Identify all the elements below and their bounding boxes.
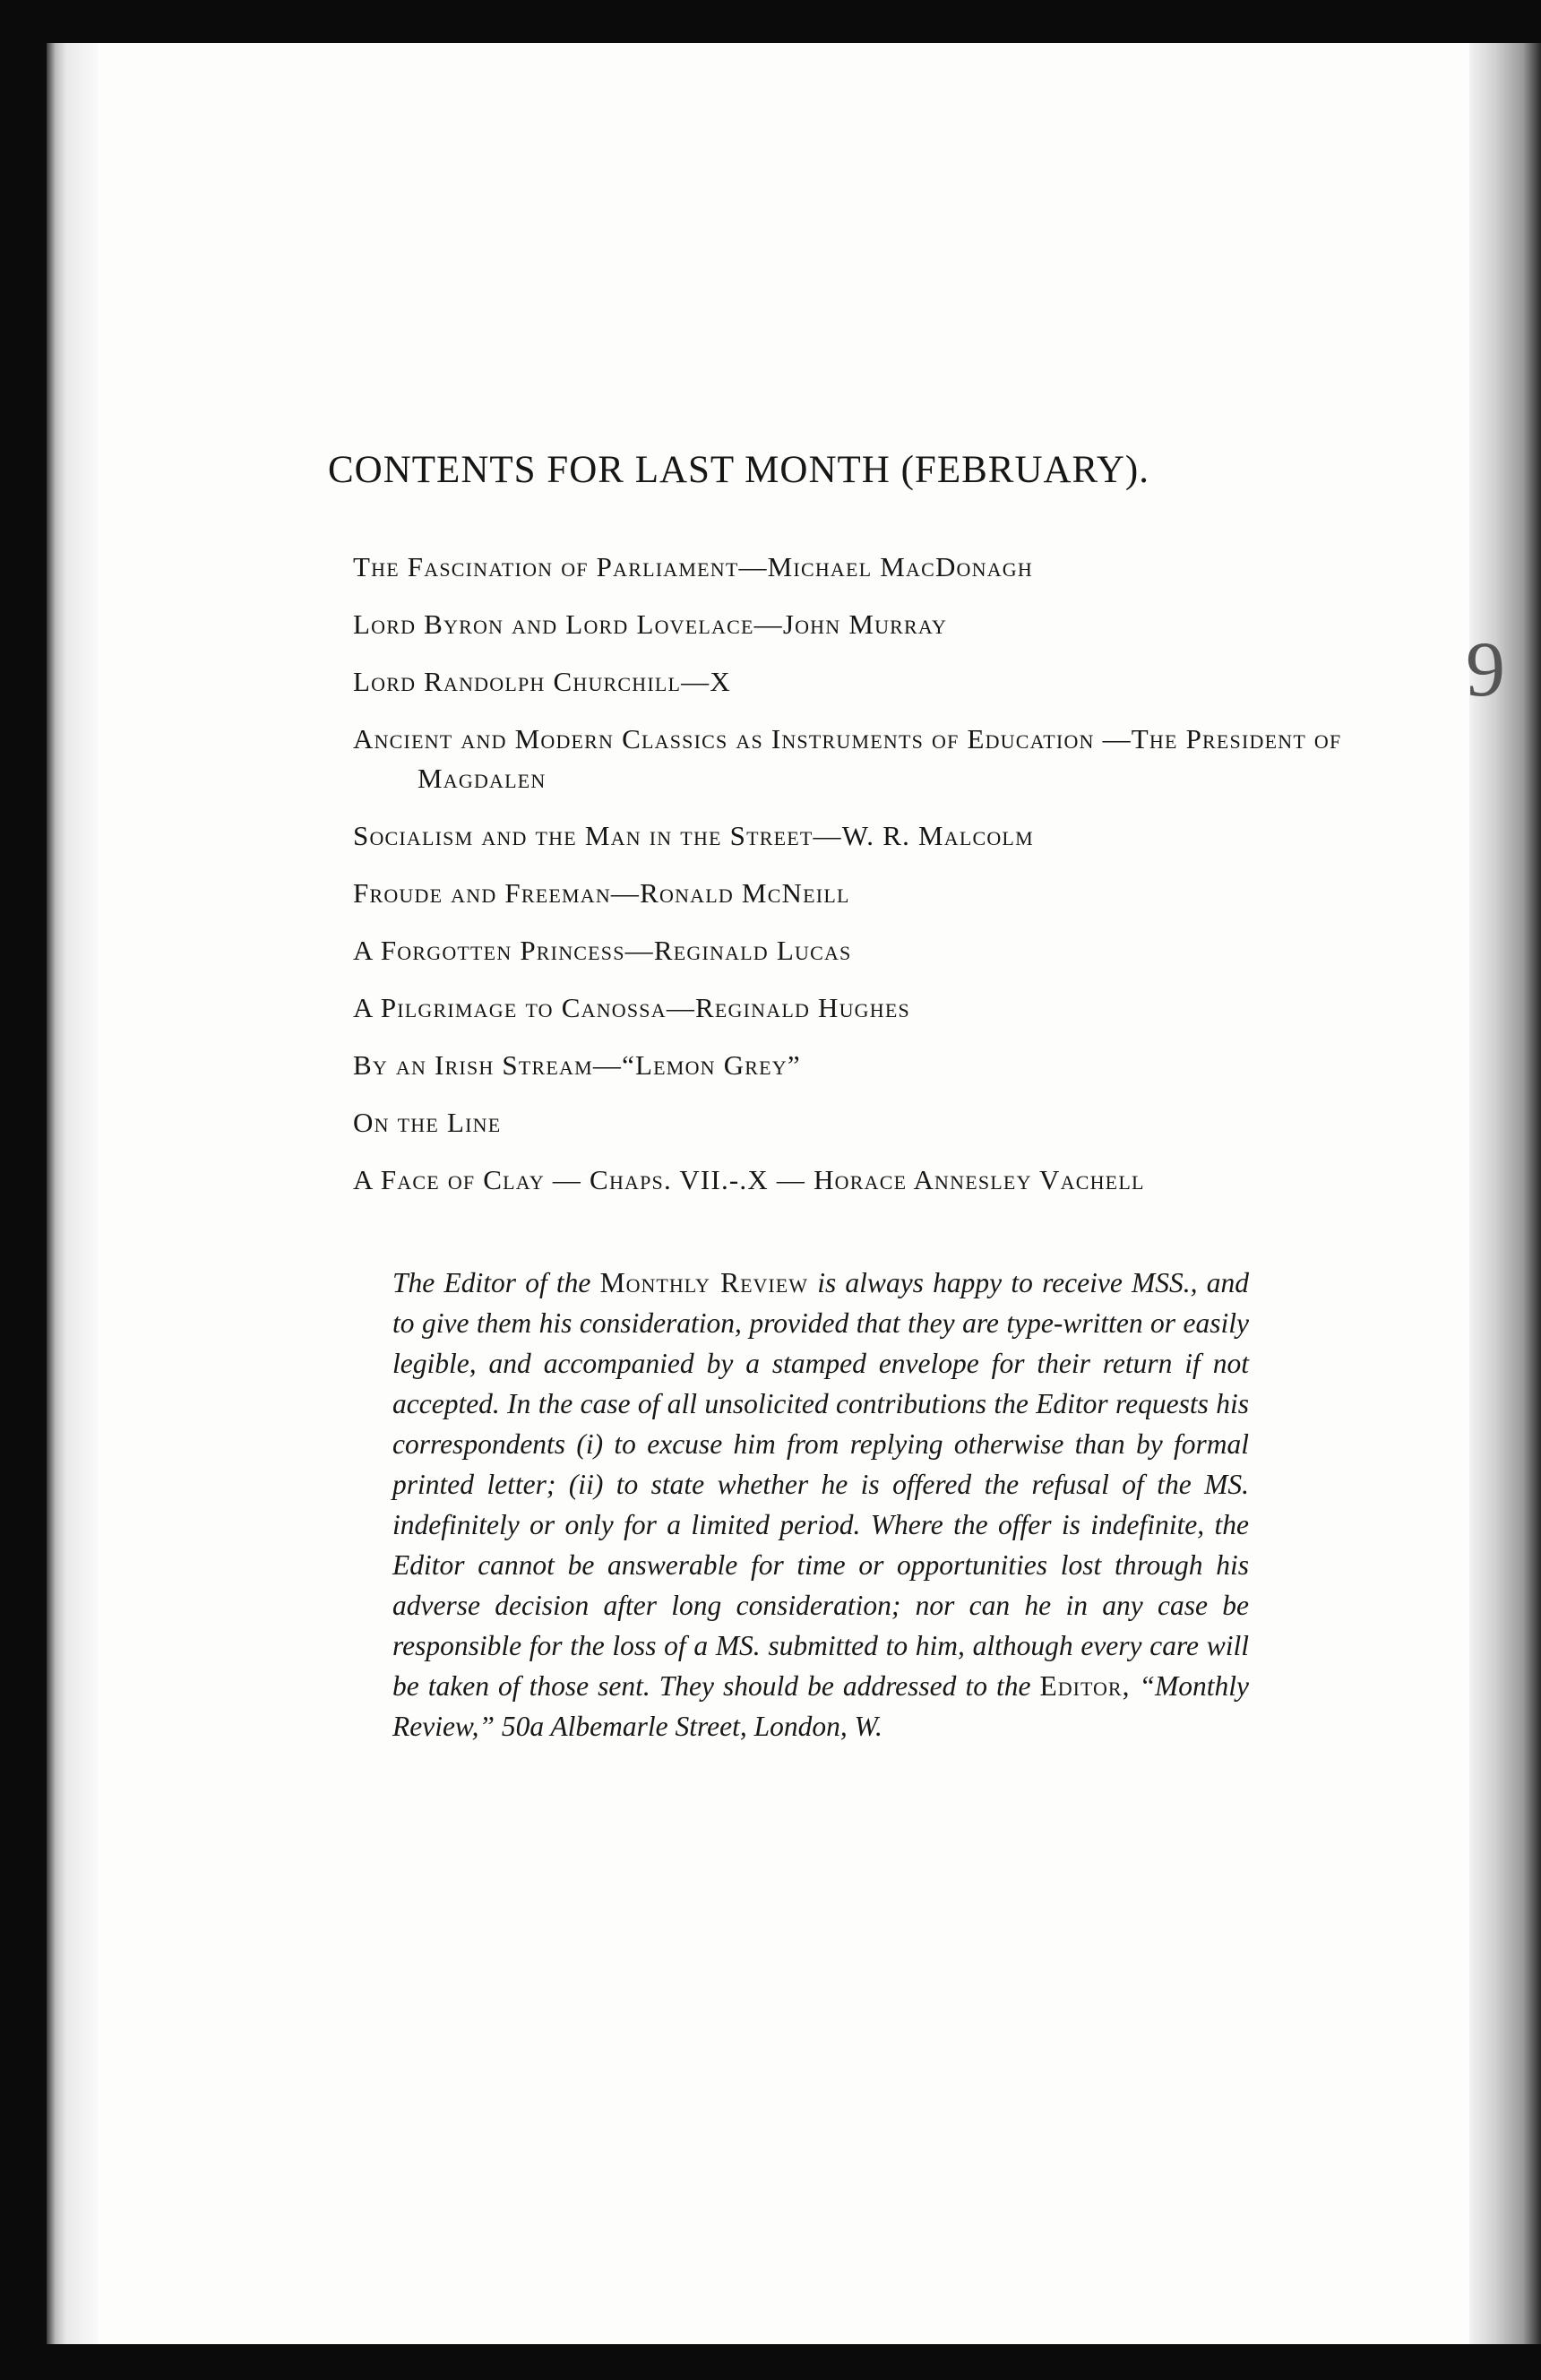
journal-name: Monthly Review [599, 1267, 808, 1298]
contents-item: Froude and Freeman—Ronald McNeill [353, 877, 850, 909]
contents-item: Lord Randolph Churchill—X [353, 666, 731, 697]
margin-handwritten-mark: 9 [1466, 626, 1505, 713]
contents-item: Ancient and Modern Classics as Instruments of Education —The President of Magdalen [353, 723, 1342, 794]
contents-heading: CONTENTS FOR LAST MONTH (FEBRUARY). [328, 449, 1149, 491]
page-right-edge [1469, 43, 1541, 2344]
contents-item: On the Line [353, 1107, 502, 1138]
contents-item: Lord Byron and Lord Lovelace—John Murray [353, 608, 948, 640]
editor-label: Editor, [1039, 1670, 1131, 1702]
page-gutter-edge [47, 43, 99, 2344]
contents-item: Socialism and the Man in the Street—W. R. Malcolm [353, 820, 1034, 851]
editor-notice [392, 1263, 1249, 1746]
editor-address: “Monthly Review,” 50a Albemarle Street, London, W. [392, 1670, 1250, 1742]
contents-list [314, 548, 1344, 1200]
contents-item: By an Irish Stream—“Lemon Grey” [353, 1049, 801, 1081]
contents-item: A Forgotten Princess—Reginald Lucas [353, 935, 852, 966]
contents-item: A Pilgrimage to Canossa—Reginald Hughes [353, 992, 910, 1023]
notice-text-body: is always happy to receive MSS., and to give them his consideration, provided that they are type-written or easily legible, and accompanied by a stamped envelope for their return if not accepted. In the case of all unsolicited contributions the Editor requests his correspondents (i) to excuse him from replying otherwise than by formal printed letter; (ii) to state whether he is offered the refusal of the MS. indefinitely or only for a limited period. Where the offer is indefinite, the Editor cannot be answerable for time or opportunities lost through his adverse decision after long consideration; nor can he in any case be responsible for the loss of a MS. submitted to him, although every care will be taken of those sent. They should be addressed to the [392, 1267, 1250, 1702]
notice-text-start: The Editor of the [392, 1267, 591, 1298]
contents-item: The Fascination of Parliament—Michael MacDonagh [353, 551, 1033, 582]
page-content [314, 448, 1344, 1775]
contents-item: A Face of Clay — Chaps. VII.-.X — Horace Annesley Vachell [353, 1164, 1145, 1195]
